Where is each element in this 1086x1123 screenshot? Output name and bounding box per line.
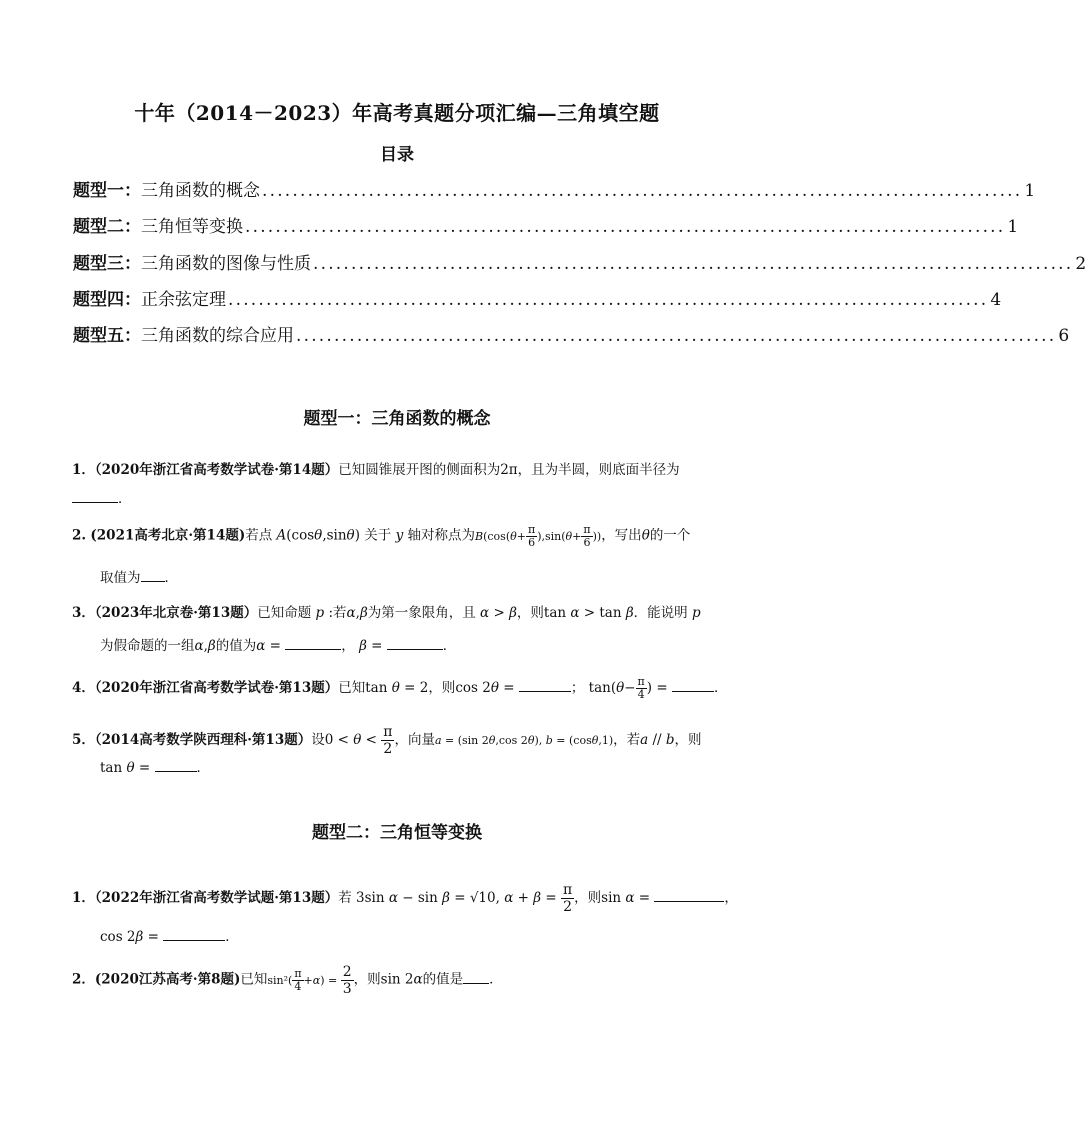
math-expression: sin²( $\frac{\pi}{4}$ +α) = $\frac{2}{3}$ xyxy=(267,964,352,997)
question-number: 2. xyxy=(72,527,87,544)
math-expression: α > β xyxy=(480,605,517,621)
question-source: （2020年浙江省高考数学试卷·第13题） xyxy=(94,680,339,696)
question-source: (2021高考北京·第14题) xyxy=(90,527,246,544)
answer-blank[interactable] xyxy=(654,887,724,902)
question-item: 1．（2022年浙江省高考数学试题·第13题）若 3sin α − sin β = √10, α + β = $\frac{\pi}{2}$ ，则sin α = ， xyxy=(72,882,738,915)
toc-item-text: 三角恒等变换 xyxy=(141,217,243,237)
question-text: 为假命题的一组 xyxy=(100,638,195,654)
question-number: 5． xyxy=(72,732,95,748)
answer-blank[interactable] xyxy=(463,969,489,984)
math-expression: α = xyxy=(256,638,281,654)
question-item-continued: cos 2β = ． xyxy=(100,926,760,947)
math-expression: a // b xyxy=(640,732,675,748)
math-expression: α xyxy=(346,605,356,621)
page-title: 十年（2014－2023）年高考真题分项汇编—三角填空题 xyxy=(134,101,660,125)
question-source: （2020年浙江省高考数学试卷·第14题） xyxy=(94,462,339,478)
question-item: 2．(2020江苏高考·第8题)已知sin²( $\frac{\pi}{4}$ +α) = $\frac{2}{3}$ ，则sin 2α的值是 ． xyxy=(72,964,503,997)
question-source: (2020江苏高考·第8题) xyxy=(94,971,241,988)
toc-item-text: 正余弦定理 xyxy=(141,290,226,310)
math-expression: cos 2θ = xyxy=(455,680,515,696)
question-text: ，则 xyxy=(353,971,381,988)
question-text: ，写出 xyxy=(601,527,642,544)
toc-item[interactable] xyxy=(73,285,1002,310)
question-text: ，则 xyxy=(674,732,702,748)
question-text: 若点 xyxy=(245,527,273,544)
question-number: 1． xyxy=(72,462,95,478)
question-text: ，若 xyxy=(613,732,641,748)
section-title: 题型二：三角恒等变换 xyxy=(312,823,482,843)
toc-item-text: 三角函数的概念 xyxy=(141,181,260,201)
toc-heading: 目录 xyxy=(380,145,414,165)
toc-item-label: 题型一： xyxy=(73,181,141,201)
question-text: ．能说明 xyxy=(633,605,688,621)
question-source: （2014高考数学陕西理科·第13题） xyxy=(94,732,312,748)
toc-leader: .................................................................................................... xyxy=(228,290,989,310)
answer-blank[interactable] xyxy=(672,677,714,692)
math-symbol: y xyxy=(395,527,404,544)
toc-item[interactable] xyxy=(73,176,1036,201)
question-item-continued: 取值为 ． xyxy=(100,567,760,588)
question-number: 1． xyxy=(72,890,95,906)
question-number: 4． xyxy=(72,680,95,696)
question-text: 为第一象限角，且 xyxy=(367,605,476,621)
question-number: 3． xyxy=(72,605,95,621)
toc-item-label: 题型五： xyxy=(73,326,141,346)
math-expression: A(cosθ,sinθ) xyxy=(276,527,360,544)
question-item: 4．（2020年浙江省高考数学试卷·第13题）已知tan θ = 2，则cos 2θ = ； tan(θ− $\frac{\pi}{4}$ ) = ． xyxy=(72,675,728,701)
toc-leader: .................................................................................................... xyxy=(262,181,1023,201)
math-expression: tan θ = 2 xyxy=(365,680,429,696)
toc-item[interactable] xyxy=(73,321,1070,346)
math-expression: tan(θ− $\frac{\pi}{4}$ ) = xyxy=(588,675,668,701)
toc-item-page: 1 xyxy=(1007,217,1019,237)
toc-item-page: 1 xyxy=(1024,181,1036,201)
question-text: 的值为 xyxy=(215,638,257,654)
question-item: 3．（2023年北京卷·第13题）已知命题 p :若α,β为第一象限角，且 α > β，则tan α > tan β．能说明 p xyxy=(72,605,701,621)
section-title: 题型一：三角函数的概念 xyxy=(303,409,491,429)
question-text: 若 xyxy=(338,890,352,906)
question-text: 设 xyxy=(311,732,325,748)
math-expression: β xyxy=(359,638,367,654)
question-source: （2023年北京卷·第13题） xyxy=(94,605,258,621)
question-text: 已知 xyxy=(240,971,268,988)
toc-leader: .................................................................................................... xyxy=(313,254,1074,274)
math-symbol: θ xyxy=(641,527,650,544)
math-symbol: p xyxy=(315,605,325,621)
answer-blank[interactable] xyxy=(285,635,341,650)
toc-item-label: 题型二： xyxy=(73,217,141,237)
toc-item[interactable] xyxy=(73,249,1086,274)
question-text: ，向量 xyxy=(394,732,435,748)
toc-item-page: 6 xyxy=(1058,326,1070,346)
toc-leader: .................................................................................................... xyxy=(245,217,1006,237)
question-text: 的一个 xyxy=(649,527,691,544)
toc-item-label: 题型四： xyxy=(73,290,141,310)
question-text: ，则 xyxy=(428,680,456,696)
toc-item-text: 三角函数的综合应用 xyxy=(141,326,294,346)
math-expression: tan α > tan β xyxy=(543,605,634,621)
toc-item-page: 2 xyxy=(1075,254,1086,274)
question-text: 取值为 xyxy=(100,570,141,586)
question-item xyxy=(72,460,732,480)
toc-item[interactable] xyxy=(73,212,1019,237)
question-item-continued: 为假命题的一组α,β的值为α = ， β = ． xyxy=(100,635,760,656)
answer-blank[interactable] xyxy=(163,926,225,941)
toc-item-page: 4 xyxy=(990,290,1002,310)
math-expression: B(cos(θ+ $\frac{\pi}{6}$ ),sin(θ+ $\frac{\pi}{6}$ )) xyxy=(475,523,602,549)
toc-item-text: 三角函数的图像与性质 xyxy=(141,254,311,274)
math-expression: sin α = xyxy=(601,890,651,906)
question-text: 若 xyxy=(333,605,347,621)
answer-blank[interactable] xyxy=(519,677,571,692)
question-text: 已知命题 xyxy=(257,605,312,621)
math-expression: 3sin α − sin β = √10, α + β = $\frac{\pi}{2}$ xyxy=(356,882,573,915)
question-text: ，则 xyxy=(516,605,544,621)
question-text: 的值是 xyxy=(422,971,464,988)
math-expression: α xyxy=(194,638,204,654)
answer-blank[interactable] xyxy=(72,488,118,503)
question-source: （2022年浙江省高考数学试题·第13题） xyxy=(94,890,339,906)
question-text: 已知圆锥展开图的侧面积为2π，且为半圆，则底面半径为 xyxy=(338,462,680,478)
question-text: ，则 xyxy=(574,890,602,906)
math-expression: a = (sin 2θ,cos 2θ), b = (cosθ,1) xyxy=(434,734,614,747)
math-expression: cos 2β = xyxy=(100,929,159,945)
toc-leader: .................................................................................................... xyxy=(296,326,1057,346)
question-text: 已知 xyxy=(338,680,366,696)
math-symbol: p xyxy=(691,605,701,621)
math-expression: 0 < θ < $\frac{\pi}{2}$ xyxy=(324,724,393,757)
question-item-continued: tan θ = ． xyxy=(100,757,760,778)
math-expression: sin 2α xyxy=(380,971,423,988)
answer-blank[interactable] xyxy=(155,757,197,772)
answer-blank[interactable] xyxy=(387,635,443,650)
toc-item-label: 题型三： xyxy=(73,254,141,274)
question-number: 2． xyxy=(72,971,95,988)
answer-blank[interactable] xyxy=(141,567,165,582)
question-text: 轴对称点为 xyxy=(407,527,475,544)
question-item-continued: ． xyxy=(72,488,732,509)
math-expression: tan θ = xyxy=(100,760,151,776)
question-text: 关于 xyxy=(364,527,392,544)
question-item xyxy=(72,524,732,549)
question-item xyxy=(72,724,732,757)
